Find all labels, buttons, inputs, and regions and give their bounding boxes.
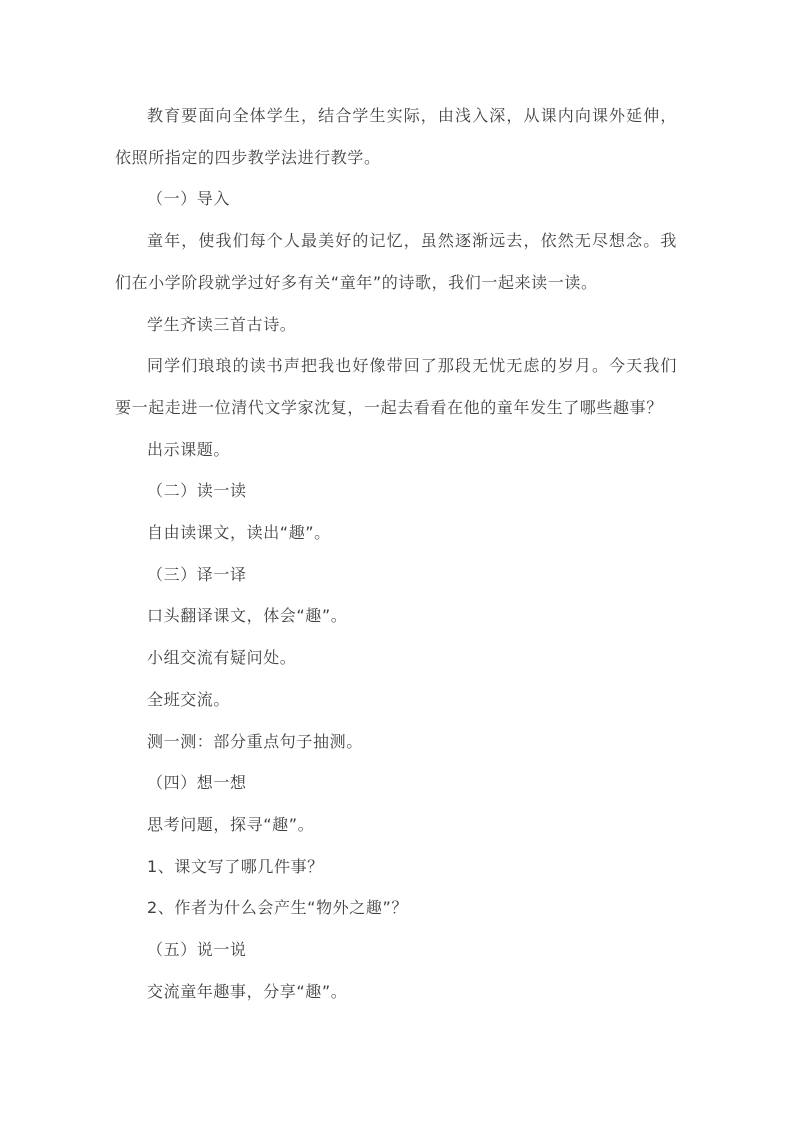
body-paragraph: 测一测：部分重点句子抽测。 [147,731,363,751]
body-paragraph: 全班交流。 [147,689,231,709]
body-paragraph: 出示课题。 [147,439,231,459]
section-heading-1: （一）导入 [147,189,231,209]
body-paragraph: 童年，使我们每个人最美好的记忆，虽然逐渐远去，依然无尽想念。我们在小学阶段就学过好多有关“童年”的诗歌，我们一起来读一读。 [115,231,677,292]
numbered-question-2: 2、作者为什么会产生“物外之趣”？ [147,898,408,918]
section-heading-4: （四）想一想 [147,773,247,793]
body-paragraph: 同学们琅琅的读书声把我也好像带回了那段无忧无虑的岁月。今天我们要一起走进一位清代文学家沈复，一起去看看在他的童年发生了哪些趣事？ [115,356,677,417]
numbered-question-1: 1、课文写了哪几件事？ [147,856,324,876]
body-paragraph: 学生齐读三首古诗。 [147,314,297,334]
body-paragraph: 口头翻译课文，体会“趣”。 [147,606,348,626]
section-heading-5: （五）说一说 [147,940,247,960]
body-paragraph: 教育要面向全体学生，结合学生实际，由浅入深，从课内向课外延伸，依照所指定的四步教学法进行教学。 [115,106,677,167]
section-heading-3: （三）译一译 [147,564,247,584]
body-paragraph: 思考问题，探寻“趣”。 [147,814,315,834]
body-paragraph: 自由读课文，读出“趣”。 [147,523,331,543]
body-paragraph: 小组交流有疑问处。 [147,648,297,668]
body-paragraph: 交流童年趣事，分享“趣”。 [147,981,348,1001]
section-heading-2: （二）读一读 [147,481,247,501]
